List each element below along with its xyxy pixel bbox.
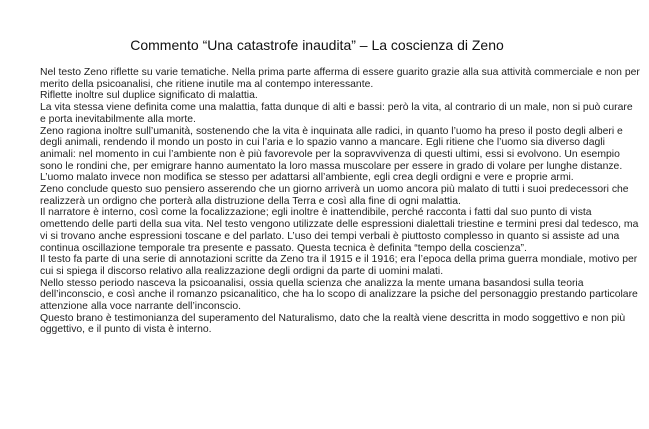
document-body: [40, 67, 640, 336]
paragraph: Riflette inoltre sul duplice significato di malattia.: [40, 90, 258, 102]
paragraph: Nel testo Zeno riflette su varie tematiche. Nella prima parte afferma di essere guarito grazie alla sua attività commerciale e non per merito della psicoanalisi, che ritiene inutile ma al contempo interessante.: [40, 67, 640, 90]
paragraph: Questo brano è testimonianza del superamento del Naturalismo, dato che la realtà viene descritta in modo soggettivo e non più oggettivo, e il punto di vista è interno.: [40, 312, 626, 336]
page-title: Commento “Una catastrofe inaudita” – La coscienza di Zeno: [130, 37, 504, 53]
paragraph: Zeno ragiona inoltre sull’umanità, sostenendo che la vita è inquinata alle radici, in quanto l’uomo ha preso il posto degli alberi e degli animali, rendendo il mondo un posto in cui l’aria e lo spazio vanno a mancare. Egli ritiene che l’uomo sia diverso dagli animali: nel momento in cui l’ambiente non è più favorevole per la sopravvivenza di questi ultimi, essi si evolvono. Un esempio sono le rondini che, per emigrare hanno aumentato la loro massa muscolare per essere in grado di volare per lunghe distanze. L’uomo malato invece non modifica se stesso per adattarsi all’ambiente, egli crea degli ordigni e vere e proprie armi.: [40, 125, 623, 184]
paragraph: La vita stessa viene definita come una malattia, fatta dunque di alti e bassi: però la vita, al contrario di un male, non si può curare e porta inevitabilmente alla morte.: [40, 102, 633, 125]
paragraph: Il narratore è interno, così come la focalizzazione; egli inoltre è inattendibile, perché racconta i fatti dal suo punto di vista omettendo delle parti della sua vita. Nel testo vengono utilizzate delle espressioni dialettali triestine e termini presi dal tedesco, ma vi si trovano anche espressioni toscane e del parlato. L’uso dei tempi verbali è piuttosto complesso in quanto si assiste ad una continua oscillazione temporale tra presente e passato. Questa tecnica è definita “tempo della coscienza”.: [40, 207, 639, 254]
paragraph: Nello stesso periodo nasceva la psicoanalisi, ossia quella scienza che analizza la mente umana basandosi sulla teoria dell’inconscio, e così anche il romanzo psicanalitico, che ha lo scopo di analizzare la psiche del personaggio prestando particolare attenzione alla voce narrante dell’inconscio.: [40, 277, 638, 313]
paragraph: Il testo fa parte di una serie di annotazioni scritte da Zeno tra il 1915 e il 1916; era l’epoca della prima guerra mondiale, motivo per cui si spiega il discorso relativo alla realizzazione degli ordigni da parte di uomini malati.: [40, 254, 638, 277]
paragraph: Zeno conclude questo suo pensiero asserendo che un giorno arriverà un uomo ancora più malato di tutti i suoi predecessori che realizzerà un ordigno che porterà alla distruzione della Terra e così alla fine di ogni malattia.: [40, 184, 629, 207]
